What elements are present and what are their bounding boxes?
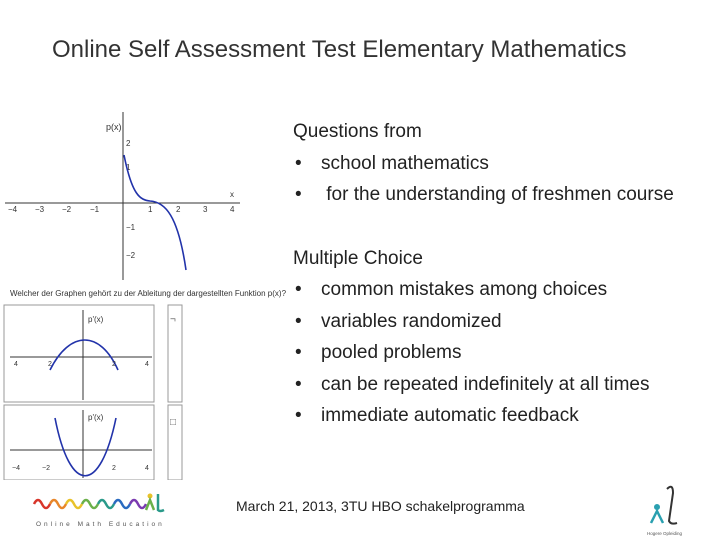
online-math-education-logo: [32, 490, 177, 530]
slide-title: Online Self Assessment Test Elementary Mathematics: [52, 36, 627, 63]
math-graph-figure: [0, 100, 300, 480]
bullet-glyph: •: [295, 279, 302, 300]
svg-text:4: 4: [14, 361, 18, 368]
bullet-glyph: •: [295, 184, 302, 205]
list-item: [293, 369, 720, 401]
list-item: [293, 274, 720, 306]
list-item: [293, 179, 720, 211]
answer-option-1-graph: [4, 305, 182, 402]
svg-text:2: 2: [176, 205, 181, 214]
right-logo-text: Hogere Opleiding: [647, 531, 683, 536]
slide-footer: March 21, 2013, 3TU HBO schakelprogramma: [236, 498, 525, 514]
list-item-text: for the understanding of freshmen course: [321, 184, 674, 205]
svg-text:2: 2: [112, 465, 116, 472]
figure-question-text: Welcher der Graphen gehört zu der Ableitung der dargestellten Funktion p(x)?: [10, 289, 287, 298]
institution-logo: [645, 483, 685, 538]
section-heading-multiple-choice: Multiple Choice: [293, 247, 423, 269]
svg-text:4: 4: [230, 205, 235, 214]
bullet-glyph: •: [295, 373, 302, 395]
svg-text:−2: −2: [126, 251, 136, 260]
option-2-label: p'(x): [88, 413, 104, 422]
list-item-text: common mistakes among choices: [321, 279, 608, 300]
list-item-text: school mathematics: [321, 152, 489, 174]
svg-text:2: 2: [126, 139, 131, 148]
main-graph-ylabel: p(x): [106, 122, 122, 132]
list-item: [293, 337, 720, 369]
svg-text:□: □: [170, 417, 177, 428]
svg-text:−3: −3: [35, 205, 45, 214]
svg-text:−4: −4: [8, 205, 18, 214]
bullet-glyph: •: [295, 405, 302, 426]
main-graph-xlabel: x: [230, 190, 234, 199]
svg-text:4: 4: [145, 361, 149, 368]
svg-text:¬: ¬: [170, 314, 176, 325]
svg-text:−2: −2: [42, 465, 50, 472]
bullet-glyph: •: [295, 342, 302, 363]
option-1-label: p'(x): [88, 315, 104, 324]
svg-text:−1: −1: [126, 223, 136, 232]
bullet-glyph: •: [295, 310, 302, 332]
list-item-text: can be repeated indefinitely at all times: [321, 373, 650, 395]
answer-option-2-graph: [4, 405, 182, 480]
bullet-glyph: •: [295, 152, 302, 174]
main-graph: [5, 112, 240, 280]
svg-text:−1: −1: [90, 205, 100, 214]
list-item: [293, 306, 720, 338]
svg-text:2: 2: [112, 361, 116, 368]
svg-text:−4: −4: [12, 465, 20, 472]
svg-text:4: 4: [145, 465, 149, 472]
svg-text:2: 2: [48, 361, 52, 368]
list-item: [293, 148, 720, 180]
slide-body: [293, 116, 720, 432]
svg-text:1: 1: [126, 163, 131, 172]
list-item-text: pooled problems: [321, 342, 462, 363]
left-logo-text: Online Math Education: [36, 521, 165, 528]
svg-text:−2: −2: [62, 205, 72, 214]
svg-text:3: 3: [203, 205, 208, 214]
svg-text:1: 1: [148, 205, 153, 214]
list-item-text: variables randomized: [321, 310, 502, 332]
list-item-text: immediate automatic feedback: [321, 405, 579, 426]
section-heading-questions: Questions from: [293, 121, 422, 142]
list-item: [293, 400, 720, 432]
